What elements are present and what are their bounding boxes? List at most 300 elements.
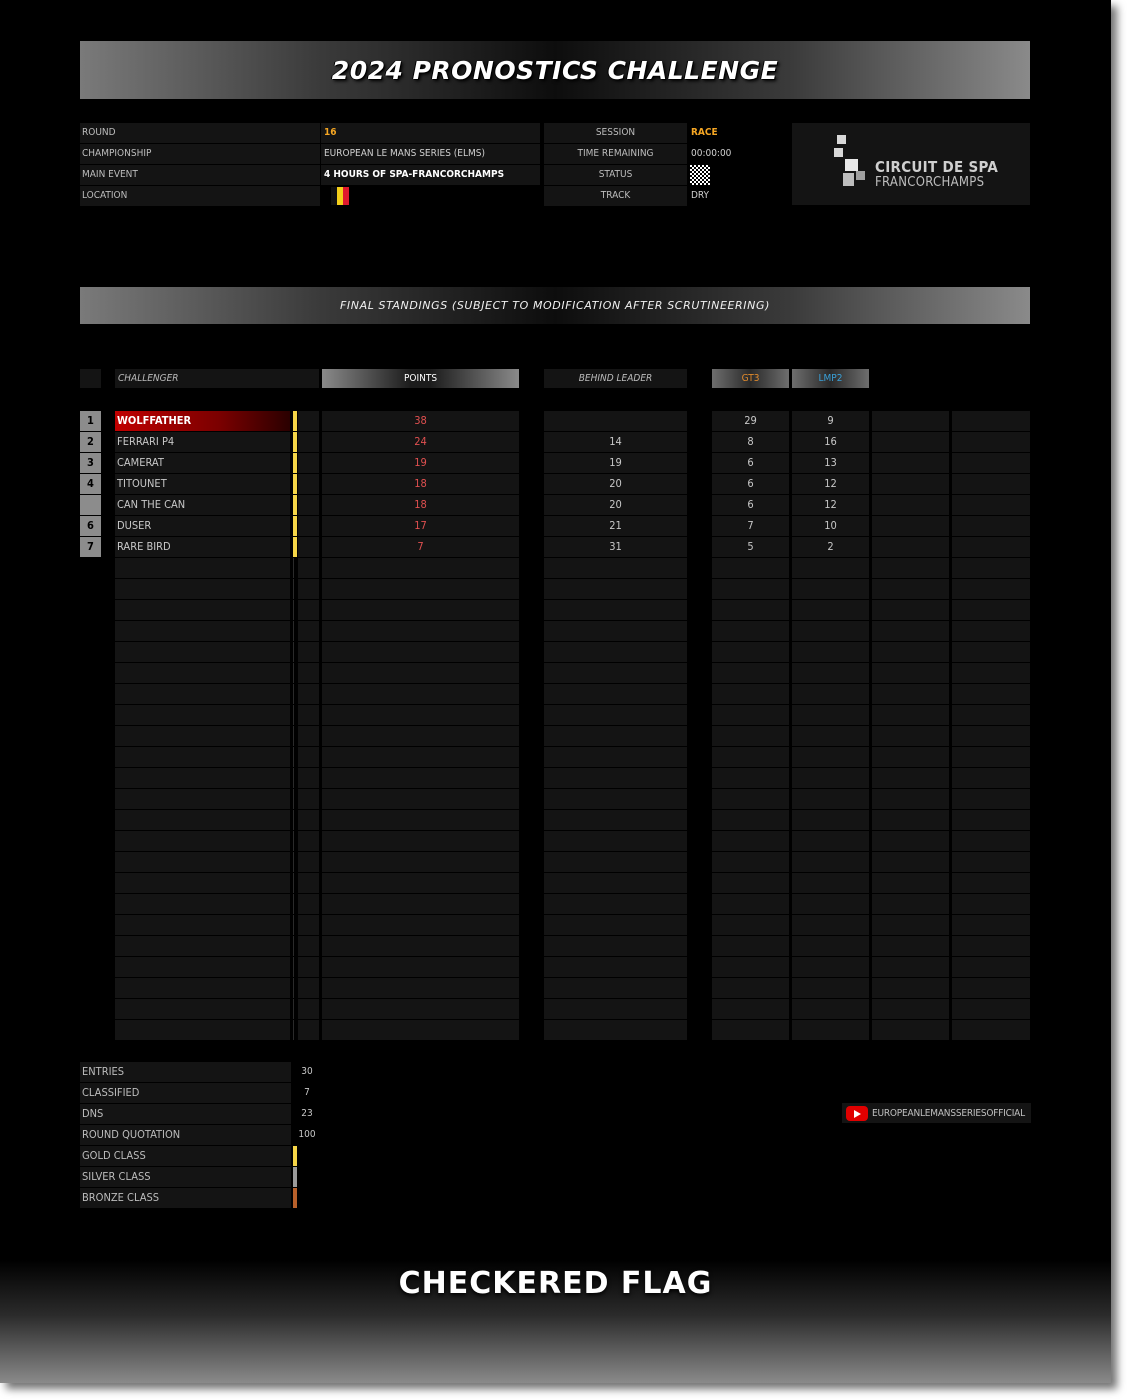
table-cell (872, 915, 949, 935)
table-cell (298, 642, 319, 662)
lmp2-points: 16 (824, 435, 837, 448)
gt3-points: 6 (747, 498, 754, 511)
position-number (80, 495, 101, 515)
table-cell (952, 537, 1030, 557)
table-cell (298, 495, 319, 515)
circuit-logo-icon (834, 135, 868, 189)
gt3-points: 7 (747, 519, 754, 532)
position-number: 1 (80, 411, 101, 431)
gt3-header: GT3 (712, 369, 789, 388)
table-cell (792, 684, 869, 704)
table-cell (712, 978, 789, 998)
table-cell (544, 999, 687, 1019)
footer (0, 1260, 1111, 1383)
stat-label: CLASSIFIED (80, 1083, 291, 1103)
table-cell (712, 642, 789, 662)
championship-label: CHAMPIONSHIP (80, 144, 320, 164)
table-cell (544, 768, 687, 788)
table-cell (792, 558, 869, 578)
table-cell (298, 894, 319, 914)
table-cell (322, 663, 519, 683)
table-cell (322, 915, 519, 935)
table-cell (115, 600, 290, 620)
table-cell (115, 1020, 290, 1040)
table-cell (115, 978, 290, 998)
table-cell (544, 1020, 687, 1040)
class-color-marker (293, 1146, 297, 1166)
table-cell (298, 873, 319, 893)
gold-class-marker (293, 537, 297, 557)
table-cell (544, 558, 687, 578)
table-cell (298, 579, 319, 599)
stat-label: GOLD CLASS (80, 1146, 291, 1166)
row-divider (293, 663, 294, 683)
table-cell (544, 957, 687, 977)
table-cell (298, 810, 319, 830)
table-cell (952, 642, 1030, 662)
stat-label: SILVER CLASS (80, 1167, 291, 1187)
points-value: 38 (414, 414, 427, 427)
row-divider (293, 747, 294, 767)
table-cell (872, 474, 949, 494)
table-cell (544, 600, 687, 620)
table-cell (712, 936, 789, 956)
table-cell (712, 600, 789, 620)
table-cell (115, 684, 290, 704)
table-cell (872, 411, 949, 431)
table-cell (792, 894, 869, 914)
table-cell (712, 705, 789, 725)
table-cell (872, 600, 949, 620)
table-cell (298, 999, 319, 1019)
table-cell (322, 579, 519, 599)
behind-leader-value: 31 (609, 540, 622, 553)
points-value: 7 (417, 540, 424, 553)
row-divider (293, 642, 294, 662)
table-cell (952, 726, 1030, 746)
championship-value: EUROPEAN LE MANS SERIES (ELMS) (321, 144, 540, 164)
table-cell (115, 747, 290, 767)
logo-line2: FRANCORCHAMPS (875, 175, 985, 190)
table-cell (298, 432, 319, 452)
row-divider (293, 831, 294, 851)
gold-class-marker (293, 495, 297, 515)
stat-value: 7 (304, 1087, 310, 1098)
table-cell (322, 747, 519, 767)
table-cell (322, 726, 519, 746)
table-cell (298, 621, 319, 641)
table-cell (544, 852, 687, 872)
table-cell (952, 873, 1030, 893)
behind-leader-value: 19 (609, 456, 622, 469)
class-color-marker (293, 1188, 297, 1208)
table-cell (792, 600, 869, 620)
table-cell (872, 642, 949, 662)
stat-label: BRONZE CLASS (80, 1188, 291, 1208)
footer-title: CHECKERED FLAG (398, 1266, 713, 1301)
table-cell (872, 747, 949, 767)
table-cell (298, 936, 319, 956)
lmp2-points: 10 (824, 519, 837, 532)
location-label: LOCATION (80, 186, 320, 206)
table-cell (952, 915, 1030, 935)
table-cell (792, 747, 869, 767)
row-divider (293, 978, 294, 998)
standings-banner (80, 287, 1030, 324)
points-value: 17 (414, 519, 427, 532)
table-cell (115, 621, 290, 641)
table-cell (322, 705, 519, 725)
table-cell (952, 789, 1030, 809)
table-cell (792, 999, 869, 1019)
table-cell (115, 705, 290, 725)
table-cell (792, 1020, 869, 1040)
table-cell (712, 726, 789, 746)
row-divider (293, 579, 294, 599)
table-cell (298, 831, 319, 851)
page-title: 2024 PRONOSTICS CHALLENGE (331, 55, 779, 85)
gt3-points: 6 (747, 477, 754, 490)
table-cell (115, 957, 290, 977)
table-cell (792, 873, 869, 893)
main-event-value: 4 HOURS OF SPA-FRANCORCHAMPS (321, 165, 540, 185)
table-cell (872, 432, 949, 452)
table-cell (544, 936, 687, 956)
table-cell (872, 495, 949, 515)
position-number: 4 (80, 474, 101, 494)
table-cell (298, 726, 319, 746)
behind-leader-value: 20 (609, 477, 622, 490)
table-cell (115, 726, 290, 746)
table-cell (298, 915, 319, 935)
table-cell (712, 558, 789, 578)
table-cell (792, 621, 869, 641)
table-cell (872, 726, 949, 746)
belgium-flag-icon (331, 187, 349, 205)
position-number: 7 (80, 537, 101, 557)
table-cell (298, 705, 319, 725)
youtube-channel[interactable] (842, 1103, 1031, 1123)
table-cell (872, 999, 949, 1019)
table-cell (115, 999, 290, 1019)
table-cell (872, 852, 949, 872)
table-cell (712, 915, 789, 935)
table-cell (115, 642, 290, 662)
table-cell (298, 474, 319, 494)
points-value: 18 (414, 477, 427, 490)
table-cell (952, 621, 1030, 641)
table-cell (952, 894, 1030, 914)
table-cell (712, 810, 789, 830)
table-cell (952, 831, 1030, 851)
table-cell (298, 558, 319, 578)
table-cell (792, 831, 869, 851)
table-cell (712, 957, 789, 977)
table-cell (544, 915, 687, 935)
main-event-label: MAIN EVENT (80, 165, 320, 185)
table-cell (872, 957, 949, 977)
behind-leader-value (544, 411, 687, 431)
row-divider (293, 810, 294, 830)
table-cell (298, 663, 319, 683)
points-value: 19 (414, 456, 427, 469)
table-cell (712, 579, 789, 599)
table-cell (298, 600, 319, 620)
table-cell (322, 600, 519, 620)
youtube-icon (846, 1106, 868, 1121)
stat-label: ROUND QUOTATION (80, 1125, 291, 1145)
challenger-name: TITOUNET (117, 477, 167, 490)
table-cell (872, 663, 949, 683)
gold-class-marker (293, 411, 297, 431)
table-cell (792, 642, 869, 662)
table-cell (322, 684, 519, 704)
round-label: ROUND (80, 123, 320, 143)
lmp2-points: 13 (824, 456, 837, 469)
table-cell (544, 978, 687, 998)
table-cell (115, 663, 290, 683)
table-cell (952, 852, 1030, 872)
table-cell (952, 1020, 1030, 1040)
table-cell (872, 936, 949, 956)
table-cell (872, 705, 949, 725)
table-cell (952, 474, 1030, 494)
track-label: TRACK (544, 186, 687, 206)
table-cell (298, 978, 319, 998)
table-cell (298, 684, 319, 704)
row-divider (293, 852, 294, 872)
table-cell (298, 747, 319, 767)
gt3-points: 6 (747, 456, 754, 469)
table-cell (792, 852, 869, 872)
table-cell (544, 642, 687, 662)
table-cell (298, 453, 319, 473)
row-divider (293, 621, 294, 641)
table-cell (298, 789, 319, 809)
table-cell (952, 600, 1030, 620)
row-divider (293, 600, 294, 620)
table-cell (298, 411, 319, 431)
table-cell (298, 516, 319, 536)
row-divider (293, 558, 294, 578)
table-cell (952, 936, 1030, 956)
table-cell (712, 684, 789, 704)
challenger-name: CAN THE CAN (117, 498, 186, 511)
gold-class-marker (293, 432, 297, 452)
table-cell (792, 978, 869, 998)
track-value: DRY (691, 190, 710, 201)
behind-leader-value: 20 (609, 498, 622, 511)
round-value-cell (321, 123, 540, 143)
youtube-channel-name: EUROPEANLEMANSSERIESOFFICIAL (872, 1107, 1025, 1119)
table-cell (872, 537, 949, 557)
table-cell (544, 663, 687, 683)
challenger-name: CAMERAT (117, 456, 164, 469)
position-number: 3 (80, 453, 101, 473)
table-cell (544, 810, 687, 830)
table-cell (115, 915, 290, 935)
behind-leader-header: BEHIND LEADER (544, 369, 687, 388)
table-cell (712, 999, 789, 1019)
table-cell (952, 684, 1030, 704)
challenger-name: WOLFFATHER (117, 414, 192, 427)
row-divider (293, 684, 294, 704)
table-cell (872, 453, 949, 473)
table-cell (322, 1020, 519, 1040)
table-cell (322, 873, 519, 893)
table-cell (872, 684, 949, 704)
table-cell (792, 726, 869, 746)
table-cell (872, 558, 949, 578)
table-cell (115, 936, 290, 956)
points-header: POINTS (322, 369, 519, 388)
standings-banner-text: FINAL STANDINGS (SUBJECT TO MODIFICATION AFTER SCRUTINEERING) (339, 299, 770, 312)
table-cell (544, 684, 687, 704)
table-cell (952, 747, 1030, 767)
table-cell (322, 810, 519, 830)
table-cell (952, 810, 1030, 830)
title-banner (80, 41, 1030, 99)
table-cell (872, 873, 949, 893)
gold-class-marker (293, 516, 297, 536)
table-cell (792, 768, 869, 788)
lmp2-points: 12 (824, 477, 837, 490)
table-cell (322, 789, 519, 809)
stat-label: DNS (80, 1104, 291, 1124)
table-cell (872, 1020, 949, 1040)
points-value: 18 (414, 498, 427, 511)
table-cell (544, 726, 687, 746)
table-cell (322, 894, 519, 914)
behind-leader-value: 14 (609, 435, 622, 448)
logo-line1: CIRCUIT DE SPA (875, 158, 999, 176)
lmp2-points: 2 (827, 540, 834, 553)
row-divider (293, 999, 294, 1019)
table-cell (544, 621, 687, 641)
checkered-flag-icon (690, 165, 710, 185)
table-cell (322, 999, 519, 1019)
table-cell (952, 768, 1030, 788)
table-cell (792, 705, 869, 725)
table-cell (322, 642, 519, 662)
row-divider (293, 705, 294, 725)
round-value: 16 (324, 127, 337, 138)
table-cell (952, 411, 1030, 431)
table-cell (792, 936, 869, 956)
table-cell (872, 831, 949, 851)
circuit-logo (792, 123, 1030, 205)
row-divider (293, 726, 294, 746)
stat-value: 23 (301, 1108, 313, 1119)
table-cell (792, 957, 869, 977)
table-cell (952, 957, 1030, 977)
stat-label: ENTRIES (80, 1062, 291, 1082)
position-header (80, 369, 101, 388)
session-value: RACE (691, 127, 718, 138)
table-cell (952, 558, 1030, 578)
table-cell (872, 789, 949, 809)
time-remaining-label: TIME REMAINING (544, 144, 687, 164)
table-cell (115, 873, 290, 893)
table-cell (712, 663, 789, 683)
table-cell (952, 978, 1030, 998)
table-cell (712, 894, 789, 914)
status-label: STATUS (544, 165, 687, 185)
table-cell (115, 789, 290, 809)
position-number: 6 (80, 516, 101, 536)
table-cell (544, 831, 687, 851)
challenger-name: RARE BIRD (117, 540, 171, 553)
lmp2-header: LMP2 (792, 369, 869, 388)
table-cell (712, 621, 789, 641)
table-cell (872, 810, 949, 830)
table-cell (322, 768, 519, 788)
row-divider (293, 768, 294, 788)
table-cell (322, 978, 519, 998)
row-divider (293, 957, 294, 977)
table-cell (952, 999, 1030, 1019)
gold-class-marker (293, 453, 297, 473)
points-value: 24 (414, 435, 427, 448)
table-cell (115, 558, 290, 578)
table-cell (322, 852, 519, 872)
table-cell (952, 432, 1030, 452)
table-cell (952, 516, 1030, 536)
table-cell (872, 579, 949, 599)
table-cell (544, 705, 687, 725)
table-cell (872, 768, 949, 788)
table-cell (298, 852, 319, 872)
table-cell (952, 453, 1030, 473)
table-cell (544, 789, 687, 809)
table-cell (298, 1020, 319, 1040)
gold-class-marker (293, 474, 297, 494)
class-color-marker (293, 1167, 297, 1187)
table-cell (952, 663, 1030, 683)
table-cell (544, 894, 687, 914)
stat-value: 100 (298, 1129, 316, 1140)
table-cell (792, 915, 869, 935)
table-cell (792, 579, 869, 599)
gt3-points: 29 (744, 414, 757, 427)
table-cell (792, 663, 869, 683)
table-cell (298, 537, 319, 557)
table-cell (115, 894, 290, 914)
table-cell (712, 873, 789, 893)
position-number: 2 (80, 432, 101, 452)
table-cell (322, 621, 519, 641)
table-cell (712, 789, 789, 809)
gt3-points: 5 (747, 540, 754, 553)
table-cell (952, 705, 1030, 725)
table-cell (872, 516, 949, 536)
gt3-points: 8 (747, 435, 754, 448)
table-cell (298, 957, 319, 977)
table-cell (115, 831, 290, 851)
table-cell (115, 852, 290, 872)
row-divider (293, 873, 294, 893)
stat-value: 30 (301, 1066, 313, 1077)
table-cell (712, 747, 789, 767)
table-cell (712, 852, 789, 872)
table-cell (322, 558, 519, 578)
row-divider (293, 1020, 294, 1040)
table-cell (952, 579, 1030, 599)
row-divider (293, 915, 294, 935)
table-cell (115, 810, 290, 830)
table-cell (115, 768, 290, 788)
table-cell (712, 768, 789, 788)
